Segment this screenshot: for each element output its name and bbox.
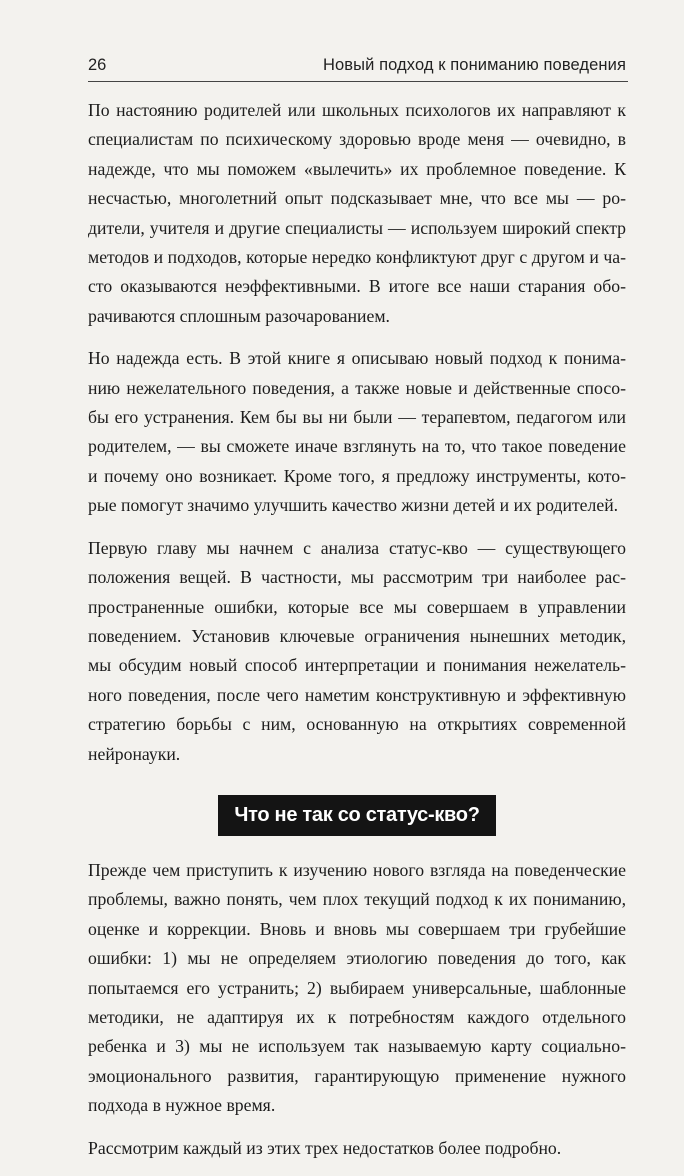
- section-heading: Что не так со статус-кво?: [218, 795, 495, 836]
- section-heading-container: [88, 795, 626, 836]
- paragraph-1: По настоянию родителей или школьных психологов их направляют к специалистам по психическому здоровью вроде меня — очевидно, в надежде, что мы поможем «вылечить» их проблемное поведение. К несчастью, многолетний опыт подсказывает мне, что все мы — родители, учителя и другие специалисты — используем широкий спектр методов и подходов, которые нередко конфликтуют друг с другом и часто оказываются неэффективными. В итоге все наши старания оборачиваются сплошным разочарованием.: [88, 100, 626, 326]
- section-paragraph-1: Прежде чем приступить к изучению нового взгляда на поведенческие проблемы, важно понять, чем плох текущий подход к их пониманию, оценке и коррекции. Вновь и вновь мы совершаем три грубейшие ошибки: 1) мы не определяем этиологию поведения до того, как попытаемся его устранить; 2) выбираем универсальные, шаблонные методики, не адаптируя их к потребностям каждого отдельного ребенка и 3) мы не используем так называемую карту социально-эмоционального развития, гарантирующую применение нужного подхода в нужное время.: [88, 859, 626, 1116]
- running-title: Новый подход к пониманию поведения: [322, 56, 626, 74]
- running-header: [88, 56, 626, 82]
- paragraph-3: Первую главу мы начнем с анализа статус-кво — существующего положения вещей. В частности, мы рассмотрим три наиболее распространенные ошибки, которые все мы совершаем в управлении поведением. Установив ключевые ограничения нынешних методик, мы обсудим новый способ интерпретации и понимания нежелательного поведения, после чего наметим конструктивную и эффективную стратегию борьбы с ним, основанную на открытиях современной нейронауки.: [88, 537, 626, 764]
- section-paragraph-2: Рассмотрим каждый из этих трех недостатков более подробно.: [88, 1137, 562, 1158]
- header-rule: [88, 81, 628, 82]
- body-text: [88, 96, 626, 1176]
- paragraph-2: Но надежда есть. В этой книге я описываю новый подход к пониманию нежелательного поведения, а также новые и действенные способы его устранения. Кем бы вы ни были — терапевтом, педагогом или родителем, — вы сможете иначе взглянуть на то, что такое поведение и почему оно возникает. Кроме того, я предложу инструменты, которые помогут значимо улучшить качество жизни детей и их родителей.: [88, 348, 626, 516]
- page-number: 26: [88, 56, 107, 74]
